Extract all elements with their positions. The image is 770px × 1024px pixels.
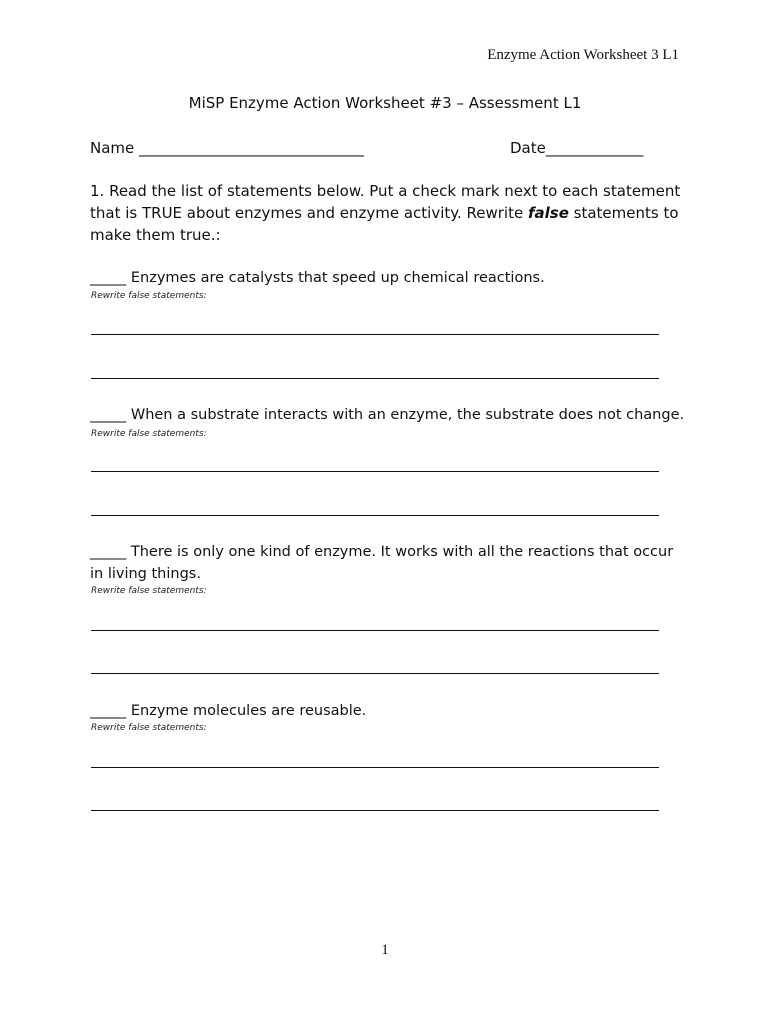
statement-1: _____ Enzymes are catalysts that speed up chemical reactions. [90, 270, 545, 286]
answer-line-2b [91, 515, 659, 516]
instructions-part-1: 1. Read the list of statements below. Put a check mark next to each statement that is TRUE about enzymes and enzyme activity. Rewrite [90, 182, 681, 222]
instructions-part-2: statements to make them true.: [90, 204, 679, 244]
instructions-emphasis: false [527, 204, 569, 222]
statement-3: _____ There is only one kind of enzyme. It works with all the reactions that occur in living things. [90, 544, 674, 582]
answer-line-4a [91, 767, 659, 768]
page-number: 1 [381, 942, 389, 958]
instructions [90, 180, 690, 246]
name-field: Name ______________________________ [90, 139, 365, 157]
rewrite-label-1: Rewrite false statements: [91, 291, 207, 301]
running-header: Enzyme Action Worksheet 3 L1 [487, 47, 679, 63]
answer-line-2a [91, 471, 659, 472]
answer-line-1a [91, 334, 659, 335]
worksheet-title: MiSP Enzyme Action Worksheet #3 – Assessment L1 [188, 94, 582, 112]
rewrite-label-3: Rewrite false statements: [91, 586, 207, 596]
statement-2: _____ When a substrate interacts with an enzyme, the substrate does not change. [90, 407, 685, 423]
rewrite-label-4: Rewrite false statements: [91, 723, 207, 733]
date-field: Date_____________ [510, 139, 644, 157]
answer-line-4b [91, 810, 659, 811]
answer-line-3a [91, 630, 659, 631]
rewrite-label-2: Rewrite false statements: [91, 429, 207, 439]
answer-line-3b [91, 673, 659, 674]
statement-4: _____ Enzyme molecules are reusable. [90, 703, 367, 719]
answer-line-1b [91, 378, 659, 379]
